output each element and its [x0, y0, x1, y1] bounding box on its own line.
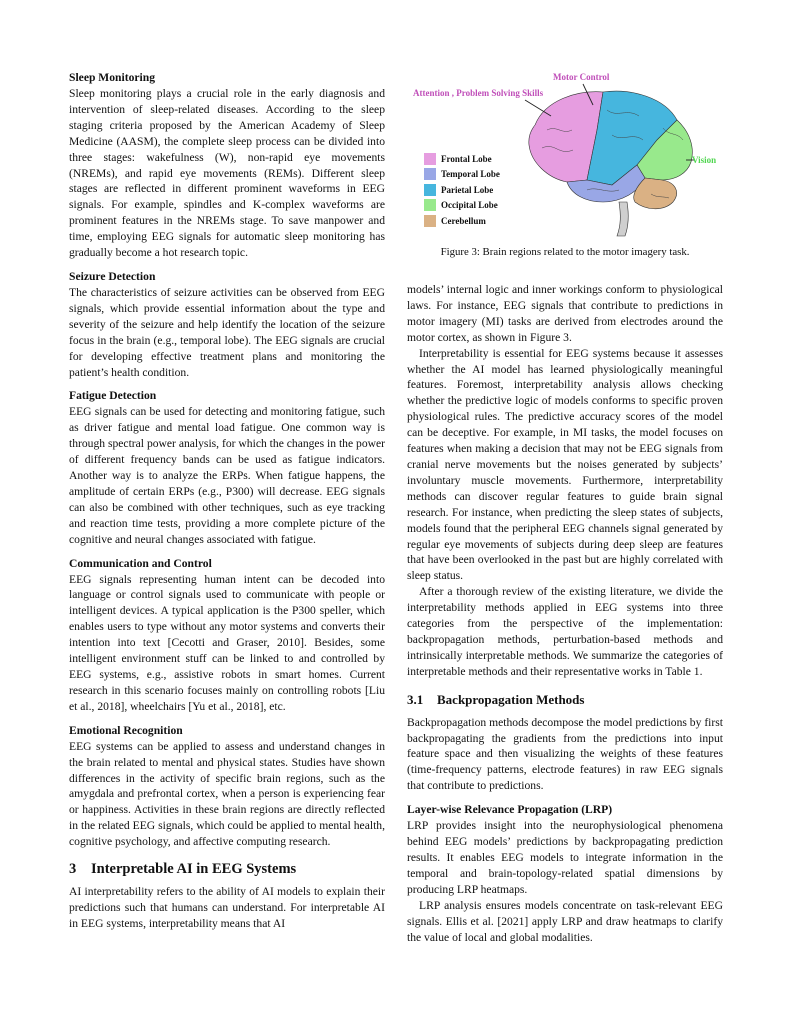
communication-control-heading: Communication and Control: [69, 556, 212, 570]
legend-parietal-lobe: [424, 182, 500, 198]
cerebellum-label: Cerebellum: [441, 215, 486, 226]
seizure-detection-heading: Seizure Detection: [69, 269, 156, 283]
attention-label: Attention , Problem Solving Skills: [413, 88, 544, 98]
temporal-lobe-label: Temporal Lobe: [441, 169, 500, 180]
emotional-recognition-text: EEG systems can be applied to assess and understand changes in the brain related to mental and physical states. Studies have shown differences in the activity of specific brain regions, such as the amygdala and prefrontal cortex, when a person is experiencing fear or happiness. Activities in these brain regions are directly reflected in the related EEG signals, which could be applied to mental health, cognitive psychology, and affective computing research.: [69, 739, 385, 849]
fatigue-detection-heading: Fatigue Detection: [69, 389, 157, 403]
fatigue-detection-text: EEG signals can be used for detecting and monitoring fatigue, such as driver fatigue and mental load fatigue. One common way is through spectral power analysis, for which the changes in the power of different frequency bands can be used as fatigue indicators. Another way is to analyze the ERPs. When fatigue happens, the amplitude of certain ERPs (e.g., P300) will decrease. EEG signals can also be combined with other techniques, such as eye tracking and reaction time tests, providing a more complete picture of the cognitive and neural changes associated with fatigue.: [69, 405, 385, 546]
left-column: [69, 70, 385, 932]
section-3-text: AI interpretability refers to the ability of AI models to explain their predictions such that humans can understand. For interpretable AI in EEG systems, interpretability means that AI: [69, 885, 385, 930]
lrp-paragraph-1: LRP provides insight into the neurophysiological phenomena behind EEG models’ predictions by backpropagating prediction results. It enables EEG models to integrate information in the temporal and brain-topology-related spatial dimensions by producing LRP heatmaps.: [407, 819, 723, 896]
legend-cerebellum: [424, 213, 500, 229]
parietal-lobe-swatch: [424, 184, 436, 196]
sleep-monitoring-heading: Sleep Monitoring: [69, 71, 155, 84]
figure-legend: [424, 151, 500, 229]
section-3-title: Interpretable AI in EEG Systems: [91, 861, 297, 878]
right-paragraph-3: After a thorough review of the existing literature, we divide the interpretability methods applied in EEG systems into three categories from the perspective of the implementation: backpropagation methods, perturbation-based methods and intrinsically interpretable methods. We summarize the categories of interpretable methods and their representative works in Table 1.: [407, 585, 723, 678]
legend-occipital-lobe: [424, 198, 500, 214]
occipital-lobe-swatch: [424, 199, 436, 211]
motor-control-label: Motor Control: [553, 72, 610, 82]
legend-frontal-lobe: [424, 151, 500, 167]
section-3-1-number: 3.1: [407, 691, 424, 707]
brain-stem: [617, 202, 628, 236]
vision-label: Vision: [692, 155, 717, 165]
right-column: [407, 282, 723, 945]
right-paragraph-1: models’ internal logic and inner workings conform to physiological laws. For instance, EEG signals that contribute to predictions in motor imagery (MI) tasks are derived from electrodes around the motor cortex, as shown in Figure 3.: [407, 283, 723, 344]
sleep-monitoring-text: Sleep monitoring plays a crucial role in the early diagnosis and intervention of sleep-related diseases. According to the sleep staging criteria proposed by the American Academy of Sleep Medicine (AASM), the complete sleep process can be divided into three stages: wakefulness (W), non-rapid eye movements (NREMs), and rapid eye movements (REMs). Different sleep stages are reflected in different prominent waveforms in EEG signals. For example, spindles and K-complex waveforms are prominent features in the NREMs stage. To save manpower and time, employing EEG signals for automatic sleep monitoring has gradually become a hot research topic.: [69, 87, 385, 260]
lrp-heading: Layer-wise Relevance Propagation (LRP): [407, 803, 613, 817]
section-3-1-title: Backpropagation Methods: [437, 691, 585, 707]
cerebellum-swatch: [424, 215, 436, 227]
section-3-heading: [69, 860, 385, 878]
section-3-number: 3: [69, 861, 77, 878]
section-3-1-heading: [407, 692, 723, 708]
right-paragraph-2: Interpretability is essential for EEG systems because it assesses whether the AI model has learned physiologically meaningful features. Foremost, interpretability analysis allows checking whether the predictive logic of models conforms to specific proven physiological rules. The predictive accuracy scores of the model can be deceptive. For example, in MI tasks, the model focuses on features when making a decision that may not be EEG signals from cranial nerve movements but the noises generated by subjects’ involuntary muscle movements. Furthermore, interpretability methods can discover regular features to guide brain signal research. For instance, when predicting the sleep states of subjects, models found that the peripheral EEG channels signal generated by regular eye movements of subjects during deep sleep are features that have been overlooked in the past but are highly correlated with sleep status.: [407, 346, 723, 583]
parietal-lobe-label: Parietal Lobe: [441, 184, 494, 195]
lrp-paragraph-2: LRP analysis ensures models concentrate on task-relevant EEG signals. Ellis et al. [2021] apply LRP and draw heatmaps to clarify the value of local and global modalities.: [407, 898, 723, 944]
legend-temporal-lobe: [424, 167, 500, 183]
emotional-recognition-heading: Emotional Recognition: [69, 723, 183, 737]
temporal-lobe-swatch: [424, 168, 436, 180]
frontal-lobe-swatch: [424, 153, 436, 165]
seizure-detection-text: The characteristics of seizure activities can be observed from EEG signals, which provide essential information about the type and severity of the seizure and help identify the location of the seizure focus in the brain (e.g., temporal lobe). The EEG signals are crucial for developing effective treatment plans and monitoring the patient’s health condition.: [69, 285, 385, 379]
backprop-paragraph: Backpropagation methods decompose the model predictions by first backpropagating the gradients from the predictions into input feature space and then visualizing the weights of these features (time-frequency patterns, electrode features) in raw EEG signals that contribute to predictions.: [407, 715, 723, 793]
communication-control-text: EEG signals representing human intent can be decoded into language or control signals used to communicate with people or intelligent devices. A typical application is the P300 speller, which enables users to type without any motor systems and converts their intention into text [Cecotti and Graser, 2010]. Besides, some intelligent environment stuff can be linked to and controlled by EEG systems, e.g., assistive robots in smart homes. Current research in this scenario focuses mainly on controlling robots [Liu et al., 2018], wheelchairs [Yu et al., 2018], etc.: [69, 572, 385, 713]
frontal-lobe-label: Frontal Lobe: [441, 153, 492, 164]
occipital-lobe-label: Occipital Lobe: [441, 200, 498, 211]
figure-3-caption: Figure 3: Brain regions related to the motor imagery task.: [440, 246, 690, 258]
